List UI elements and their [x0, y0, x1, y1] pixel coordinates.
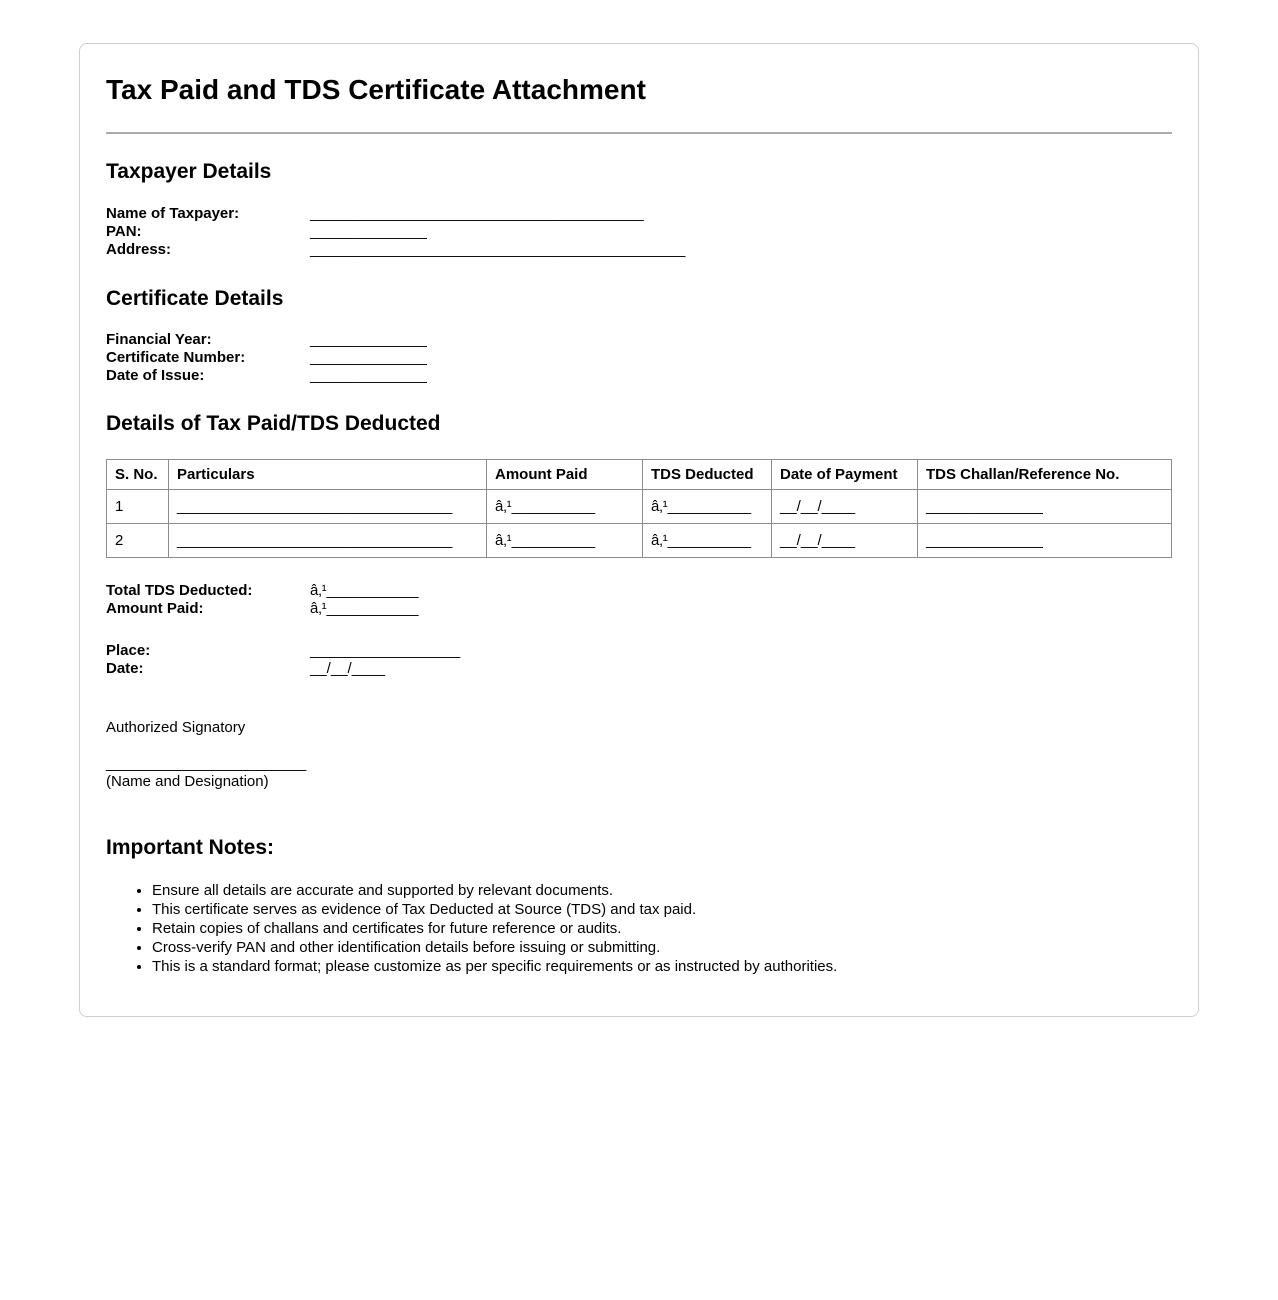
- table-row: [107, 489, 1172, 523]
- place-label: Place:: [106, 641, 151, 659]
- taxpayer-pan-blank: ______________: [310, 222, 427, 240]
- certificate-number-label: Certificate Number:: [106, 348, 246, 366]
- row2-date-of-payment-blank: __/__/____: [772, 523, 918, 557]
- certificate-number-row: [106, 349, 1172, 367]
- taxpayer-address-label: Address:: [106, 240, 172, 258]
- row2-particulars-blank: _________________________________: [169, 523, 487, 557]
- tax-details-heading: Details of Tax Paid/TDS Deducted: [106, 411, 441, 435]
- row1-tds-deducted-blank: â‚¹__________: [643, 489, 772, 523]
- tax-details-table: [106, 459, 1172, 558]
- row1-challan-blank: ______________: [918, 489, 1172, 523]
- date-label: Date:: [106, 659, 144, 677]
- financial-year-blank: ______________: [310, 330, 427, 348]
- taxpayer-name-label: Name of Taxpayer:: [106, 204, 240, 222]
- certificate-number-blank: ______________: [310, 348, 427, 366]
- important-notes-heading: Important Notes:: [106, 835, 274, 859]
- name-designation-text: (Name and Designation): [106, 772, 269, 790]
- date-of-issue-blank: ______________: [310, 366, 427, 384]
- row1-amount-paid-blank: â‚¹__________: [487, 489, 643, 523]
- col-header-sno: S. No.: [107, 459, 169, 489]
- table-header-row: [107, 459, 1172, 489]
- date-of-issue-row: [106, 367, 1172, 385]
- col-header-challan: TDS Challan/Reference No.: [918, 459, 1172, 489]
- document-card: [79, 43, 1199, 1017]
- taxpayer-name-blank: ________________________________________: [310, 204, 644, 222]
- col-header-particulars: Particulars: [169, 459, 487, 489]
- row2-tds-deducted-blank: â‚¹__________: [643, 523, 772, 557]
- date-of-issue-label: Date of Issue:: [106, 366, 205, 384]
- financial-year-label: Financial Year:: [106, 330, 212, 348]
- total-tds-label: Total TDS Deducted:: [106, 581, 253, 599]
- date-row: [106, 660, 1172, 678]
- certificate-fields: [106, 331, 1172, 385]
- row2-amount-paid-blank: â‚¹__________: [487, 523, 643, 557]
- list-item: • This is a standard format; please customize as per specific requirements or as instructed by authorities.: [152, 957, 1172, 976]
- taxpayer-pan-label: PAN:: [106, 222, 142, 240]
- place-date-fields: [106, 642, 1172, 678]
- col-header-date-of-payment: Date of Payment: [772, 459, 918, 489]
- title-divider: [106, 132, 1172, 134]
- certificate-details-heading: Certificate Details: [106, 286, 284, 310]
- place-row: [106, 642, 1172, 660]
- date-blank: __/__/____: [310, 659, 386, 677]
- financial-year-row: [106, 331, 1172, 349]
- important-notes-list: [106, 881, 1172, 976]
- list-item: • Ensure all details are accurate and supported by relevant documents.: [152, 881, 1172, 900]
- row1-date-of-payment-blank: __/__/____: [772, 489, 918, 523]
- table-row: [107, 523, 1172, 557]
- place-blank: __________________: [310, 641, 461, 659]
- totals-fields: [106, 582, 1172, 618]
- col-header-amount-paid: Amount Paid: [487, 459, 643, 489]
- list-item: • Retain copies of challans and certificates for future reference or audits.: [152, 919, 1172, 938]
- taxpayer-details-heading: Taxpayer Details: [106, 160, 272, 184]
- total-tds-blank: â‚¹___________: [310, 581, 419, 599]
- taxpayer-name-row: [106, 205, 1172, 223]
- total-amount-paid-row: [106, 600, 1172, 618]
- total-tds-row: [106, 582, 1172, 600]
- list-item: • Cross-verify PAN and other identification details before issuing or submitting.: [152, 938, 1172, 957]
- signature-line: ________________________: [106, 754, 307, 772]
- row1-sno: 1: [107, 489, 169, 523]
- taxpayer-fields: [106, 205, 1172, 259]
- taxpayer-pan-row: [106, 223, 1172, 241]
- col-header-tds-deducted: TDS Deducted: [643, 459, 772, 489]
- taxpayer-address-blank: _____________________________________________: [310, 240, 686, 258]
- total-amount-paid-label: Amount Paid:: [106, 599, 204, 617]
- page-title: Tax Paid and TDS Certificate Attachment: [106, 74, 646, 105]
- authorized-signatory-text: Authorized Signatory: [106, 718, 246, 736]
- total-amount-paid-blank: â‚¹___________: [310, 599, 419, 617]
- row2-sno: 2: [107, 523, 169, 557]
- row1-particulars-blank: _________________________________: [169, 489, 487, 523]
- list-item: • This certificate serves as evidence of Tax Deducted at Source (TDS) and tax paid.: [152, 900, 1172, 919]
- row2-challan-blank: ______________: [918, 523, 1172, 557]
- taxpayer-address-row: [106, 241, 1172, 259]
